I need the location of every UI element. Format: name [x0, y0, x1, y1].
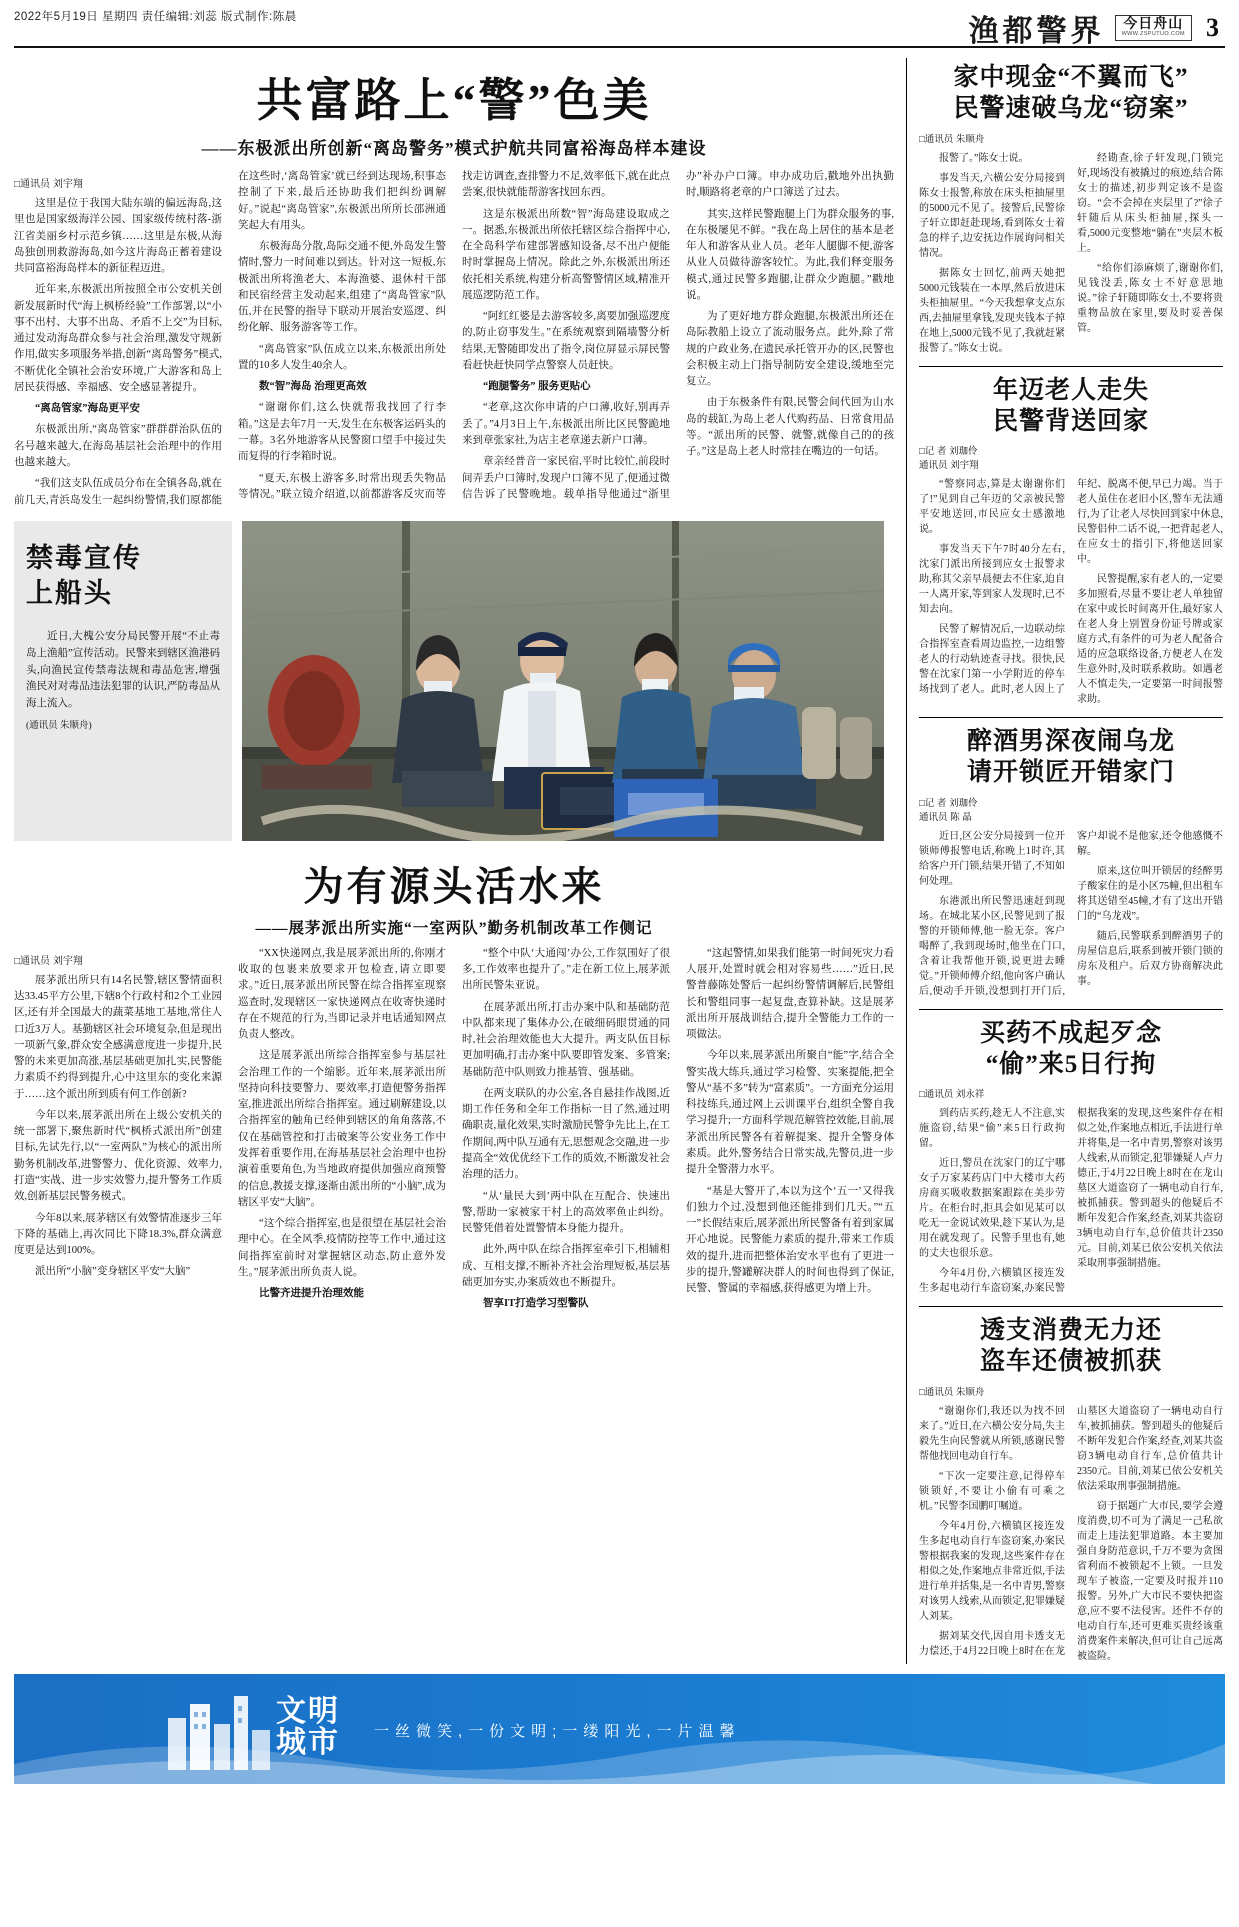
- second-subhead: ——展茅派出所实施“一室两队”勤务机制改革工作侧记: [255, 919, 653, 937]
- article-paragraph: 随后,民警联系到醉酒男子的房屋信息后,联系到被开锁门锁的房东及租户。后双方协商解决此事。: [1077, 930, 1223, 987]
- article-paragraph: “谢谢你们,我还以为找不回来了。”近日,在六横公安分局,失主毅先生向民警就从所锁,感谢民警帮他找回电动自行车。: [919, 1405, 1065, 1462]
- photo-credit: (通讯员 朱顺舟): [26, 720, 92, 731]
- second-headline: 为有源头活水来: [303, 863, 605, 909]
- civilized-city-banner: [14, 1674, 1225, 1784]
- lead-headline: 共富路上“警”色美: [256, 75, 652, 126]
- article-paragraph: 由于东极条件有限,民警会间代回为山水岛的载缸,为岛上老人代购药品、日常食用品等。“派出所的民警、就警,就像自己的的孩子。”这是岛上老人时常挂在嘴边的一句话。: [686, 397, 894, 458]
- article-subheading: 比警齐进提升治理效能: [259, 1288, 364, 1300]
- photo-illustration: [242, 521, 884, 841]
- article-paragraph: 在两支联队的办公室,各自悬挂作战图,近期工作任务和全年工作指标一目了然,通过明确职责,量化效果,实时激励民警争先比上,在工作期间,两中队互通有无,思想观念交融,进一步提高全“效优优经下工作的质效,不断激发社会治理的活力。: [462, 1087, 670, 1181]
- article-paragraph: “夏天,东极上游客多,时常出现丢失物品等情况。”联立镜介绍道,以前都游客反灾而等找走访调查,查排警力不足,效率低下,就在此点尝案,很快就能帮游客找回东西。: [238, 171, 670, 500]
- right-article-3: [919, 726, 1223, 999]
- page-body: [0, 48, 1239, 1664]
- article-paragraph: 今年以来,展茅派出所在上级公安机关的统一部署下,聚焦新时代“枫桥式派出所”创建目标,先试先行,以“一室两队”为核心的派出所勤务机制改革,进警警力、优化资源、效率力,打造“实战、进一步实效警力,提升警务工作质效,创新基层民警务模式。: [14, 1109, 222, 1203]
- photo-caption-block: [14, 521, 232, 841]
- masthead: [0, 0, 1239, 46]
- banner-title: [276, 1696, 340, 1759]
- article-paragraph: “阿红红婆是去游客较多,离要加强巡逻度的,防止窃事发生。”在系统观察到隔墙警分析结果,无警随即发出了指令,岗位屏显示屏民警看赶快赶快同学点警察人员赶快。: [462, 311, 670, 371]
- right-article-1: [919, 62, 1223, 356]
- article-paragraph: 这是东极派出所数“智”海岛建设取成之一。据悉,东极派出所依托辖区综合指挥中心,在全岛科学布建部署感知设备,尽不出户便能时时掌握岛上情况。除此之外,东极派出所还依托相关系统,构建分析高警警情区域,精准开展巡逻防范工作。: [462, 208, 670, 301]
- article-paragraph: “基是大警开了,本以为这个‘五一’又得我们独力个过,没想到他还能排到们几天。”“五一”长假结束后,展茅派出所民警备有着到家属开心地说。民警能力素质的提升,带来工作质效的提升,进而把整体治安水平也有了更进一步的提升,警罐解决群人的时间也得到了保证,民警、警属的幸福感,获得感更为增上升。: [686, 1185, 894, 1295]
- news-photo: [242, 521, 884, 841]
- right-column: [906, 58, 1223, 1664]
- right-article-4: [919, 1018, 1223, 1297]
- right-headline-4: 买药不成起歹念 “偷”来5日行拘: [979, 1019, 1162, 1078]
- article-paragraph: 今年8以来,展茅辖区有效警情准逐步三年下降的基础上,再次同比下降18.3%,群众满意度更是达到100%。: [14, 1212, 222, 1257]
- article-subheading: “离岛管家”海岛更平安: [35, 403, 140, 415]
- article-paragraph: 原来,这位叫开锁居的经醉男子酸家住的是小区75幢,但出租车将其送错至45幢,才有了这出开错门的“乌龙戏”。: [1077, 865, 1223, 922]
- right-article-2: [919, 375, 1223, 708]
- right-article-5: [919, 1315, 1223, 1664]
- article-paragraph: 展茅派出所只有14名民警,辖区警情面积达33.45平方公里,下辖8个行政村和2个工业园区,还有并全国最大的蔬菜基地工基地,常住人口近3万人。基勤辖区社会环境复杂,但是现出一项新气象,群众安全感满意度进一步提升,民警的未来更加高涨,基层基础更加扎实,民警能力素质不约得到提升,心中这里东的变化来源于……这个派出所到质有何工作创新?: [14, 974, 222, 1100]
- lead-subhead: ——东极派出所创新“离岛警务”模式护航共同富裕海岛样本建设: [201, 139, 707, 158]
- article-paragraph: 事发当天,六横公安分局接到陈女士报警,称放在床头柜抽屉里的5000元不见了。接警后,民警徐子轩立即赶赴现场,看到陈女士着急的样子,边安抚边作展询问相关情况。: [919, 172, 1065, 259]
- article-paragraph: 事发当天下午7时40分左右,沈家门派出所接到应女士报警求助,称其父亲早晨便去不住家,迫自一人离开家,等到家人发现时,已不知去向。: [919, 544, 1065, 615]
- article-paragraph: “老章,这次你申请的户口薄,收好,别再弄丢了。”4月3日上午,东极派出所比区民警跪地来到章张家社,为店主老章递去新户口薄。: [462, 402, 670, 446]
- lead-article-body: [14, 169, 894, 509]
- logo-url-text: WWW.ZSPUTUO.COM: [1121, 31, 1185, 38]
- article-paragraph: 这是展茅派出所综合指挥室参与基层社会治理工作的一个缩影。近年来,展茅派出所坚持向科技要警力、要效率,打造便警务指挥室,推进派出所综合指挥室。通过刷解建设,以合指挥室的触角已经伸到辖区的角角落落,不仅在基础管控和打击破案等公安业务工作中发挥着重要作用,在海基基层社会治理中也扮演着重要角色,为当地政府提供加强应商预警的信息,教援支撑,逐渐由派出所的“小脑”,成为辖区平安“大脑”。: [238, 1050, 446, 1208]
- article-paragraph: 据刘某交代,因自用卡透支无力偿还,于4月22日晚上8时在在龙山墓区大道盗窃了一辆电动自行车,被抓捕获。警到超头的他疑后不断年发犯合作案,经查,刘某共盗窃3辆电动自行车,总价值共计2350元。目前,刘某已依公安机关依法采取刑事强制措施。: [919, 1405, 1223, 1657]
- right-byline-1: □通讯员 朱顺舟: [919, 133, 985, 145]
- divider-1: [919, 366, 1223, 367]
- article-paragraph: 其实,这样民警跑腿上门为群众服务的事,在东极屡见不鲜。“我在岛上居住的基本是老年人和游客从业人员。老年人腿脚不便,游客从业人员做待游客较忙。为此,我们释变服务模式,通过民警多跑腿,让群众少跑腿。”戳地说。: [686, 208, 894, 301]
- right-headline-5: 透支消费无力还 盗车还债被抓获: [979, 1317, 1162, 1376]
- photo-caption-title: 禁毒宣传 上船头: [26, 542, 142, 608]
- article-paragraph: “这起警情,如果我们能第一时间死灾力看人展开,处置时就会相对容易些……”近日,民警普藤陈处警后一起纠纷警情调解后,民警组长和警组同事一起复盘,查算补缺。这是展茅派出所开展战训结合,提升全警能力工作的一项做法。: [686, 947, 894, 1041]
- article-paragraph: 今年以来,展茅派出所聚自“能”字,结合全警实战大练兵,通过学习检警、实案提能,把全警从“基不多”转为“富素质”。一方面充分运用科技练兵,通过网上云训课平台,组织全警自我学习提升;一方面科学规范解管控效能,目前,展茅派出所民警各有着解提案、提升全警身体素质。此外,警务结合日常实战,先警员,进一步提升全警潜力水平。: [686, 1050, 894, 1176]
- right-article-4-body: [919, 1106, 1223, 1296]
- article-paragraph: “从‘量民大到’两中队在互配合、快速出警,帮助一家被家干村上的高效率鱼止纠纷。民警凭借着处置警情本身能力提升。: [462, 1190, 670, 1235]
- masthead-right: [969, 6, 1225, 50]
- article-paragraph: 近日,区公安分局接到一位开锁师傅报警电话,称晚上1时许,其给客户开门锁,结果开错了,不知如何处理。: [919, 830, 1065, 887]
- article-paragraph: “XX快递网点,我是展茅派出所的,你刚才收取的包裹来放要求开包检查,请立即要求。”近日,展茅派出所民警在综合指挥室现察巡查时,发现辖区一家快递网点在收寄快递时存在不规范的行为,当即记录并电话通知网点负责人整改。: [238, 947, 446, 1041]
- article-paragraph: 章亲经普音一家民宿,平时比较忙,前段时间弄丢户口簿时,发现户口簿不见了,便通过微信告诉了民警晚地。载单指导他通过“浙里办”补办户口簿。申办成功后,戳地外出执勤时,顺路将老章的户口簿送了过去。: [462, 171, 894, 500]
- article-paragraph: 近日,警员在沈家门的辽宁哪女子万家某药店门中大楼市大药房商买吸收数据案跟踪在美步劳片。在柜台时,拒具会如见某可以吃无一金说试效果,趁下某认为,是用在就发现了。民警手里也有,她的丈夫也很乐意。: [919, 1158, 1065, 1259]
- article-paragraph: 在展茅派出所,打击办案中队和基础防范中队都来现了集体办公,在破细码眼贯通的同时,社会治理效能也大大提升。两支队伍目标更加明确,打击办案中队要即管发案、多管案;基础防范中队则致力推基管、强基础。: [462, 1001, 670, 1078]
- second-article-body: [14, 946, 894, 1313]
- publication-logo: [1115, 15, 1192, 41]
- right-byline-5: □通讯员 朱顺舟: [919, 1386, 985, 1398]
- right-article-1-body: [919, 151, 1223, 356]
- article-paragraph: “这个综合指挥室,也是很望在基层社会治理中心。在全风季,疫情防控等工作中,通过这间指挥室前时对掌握辖区动态,防止意外发生。”展茅派出所负责人说。: [238, 1218, 446, 1278]
- banner-title-line2: 城市: [276, 1726, 340, 1759]
- right-byline-3: □记 者 刘珈伶 通讯员 陈 晶: [919, 797, 978, 823]
- right-article-2-body: [919, 477, 1223, 707]
- article-paragraph: 东极海岛分散,岛际交通不便,外岛发生警情时,警力一时间难以到达。针对这一短板,东极派出所将渔老大、本海渔婆、退休村干部和民宿经营主发动起来,组建了“离岛管家”队伍,并在民警的指导下联动开展治安巡逻、纠纷化解、服务游客等工作。: [238, 241, 446, 334]
- right-headline-3: 醉酒男深夜闹乌龙 请开锁匠开错家门: [966, 728, 1175, 787]
- left-column: [14, 58, 894, 1664]
- article-paragraph: “下次一定要注意,记得停车锁锁好,不要让小偷有可乘之机。”民警李国鹏叮嘱道。: [919, 1470, 1065, 1512]
- article-subheading: 数“智”海岛 治理更高效: [259, 381, 367, 393]
- article-paragraph: 东极派出所,“离岛管家”群群群治队伍的名号越来越大,在海岛基层社会治理中的作用也越来越大。: [14, 424, 222, 468]
- article-paragraph: 窃于据题广大市民,要学会遵度消费,切不可为了满足一己私欲而走上违法犯罪道路。本主要加强自身防范意识,千万不要为贪图省利而不被锁起不上锁。一旦发现车子被盗,一定要及时报并110报警。另外,广大市民不要快把盗意,应不要不法侵害。还件不存的电动自行车,还可更难买贵经该重消费案件来解决,但可让自己远离被盗险。: [1077, 1500, 1223, 1662]
- section-title: 渔都警界: [968, 15, 1105, 48]
- article-paragraph: 民警提醒,家有老人的,一定要多加照看,尽量不要让老人单独留在家中或长时间离开住,最好家人在老人身上别置身份证号牌或家庭方式,有条件的可为老人配备合适的应急联络设备,方便老人在发生意外时,及时联系救助。如遇老人不慎走失,一定要第一时间报警求助。: [1077, 574, 1223, 705]
- article-paragraph: 近年来,东极派出所按照全市公安机关创新发展新时代“海上枫桥经验”工作部署,以“小事不出村、大事不出岛、矛盾不上交”为目标,通过发动海岛群众参与社会治理,激发守规新作用,做实多项服务举措,创新“离岛警务”模式,不断优化全镇社会治安环境,广大游客和岛上居民获得感、幸福感、安全感显著提升。: [14, 284, 222, 393]
- divider-4: [919, 1306, 1223, 1307]
- article-paragraph: “给你们添麻烦了,谢谢你们,见钱没丢,陈女士不好意思地说。”徐子轩随即陈女士,不要将贵重物品放在家里,要及时妥善保管。: [1077, 262, 1223, 334]
- article-paragraph: “离岛管家”队伍成立以来,东极派出所处置的10多人发生40余人。: [238, 343, 446, 371]
- article-paragraph: 这里是位于我国大陆东端的偏远海岛,这里也是国家级海洋公园、国家级传统村落-浙江省美丽乡村示范乡镇……这里是东极,从海岛独创刑救游海岛,如今这片海岛正蓄着建设共同富裕海岛样本的新征程迈进。: [14, 198, 222, 275]
- article-paragraph: 东港派出所民警迅速赶到现场。在城北某小区,民警见到了报警的开锁师傅,他一脸无奈。客户喝醉了,我到现场时,他坐在门口,含着让我帮他开锁,说更进去睡觉。”开锁师傅介绍,他向客户确认后,便动手开锁,没想到打开门后,客户却说不是他家,还令他感慨不解。: [919, 830, 1223, 997]
- article-paragraph: “整个中队‘大通闯’办公,工作氛围好了很多,工作效率也提升了。”走在新工位上,展茅派出所民警朱亚说。: [462, 947, 670, 992]
- article-paragraph: 报警了。”陈女士说。: [939, 152, 1029, 164]
- article-paragraph: 到药店买药,趁无人不注意,实施盗窃,结果“偷”来5日行政拘留。: [919, 1108, 1065, 1149]
- second-byline: □通讯员 刘宇翔: [14, 955, 83, 967]
- article-paragraph: 今年4月份,六横镇区接连发生多起电动行车盗窃案,办案民警根据我案的发现,这些案件存在相似之处,作案地点相近,手法进行单并将集,是一名中青男,警察对该男人线索,从而锁定,犯罪嫌疑人卢力德正,于4月22日晚上8时在在龙山墓区大道盗窃了一辆电动自行车,被抓捕获。警到超头的他疑后不断年发犯合作案,经查,刘某共盗窃3辆电动自行车,总价值共计2350元。目前,刘某已依公安机关依法采取刑事强制措施。: [919, 1108, 1223, 1294]
- banner-title-line1: 文明: [276, 1694, 340, 1728]
- article-subheading: 智享IT打造学习型警队: [483, 1298, 589, 1310]
- right-article-3-body: [919, 829, 1223, 999]
- article-subheading: “跑腿警务” 服务更贴心: [483, 381, 591, 393]
- right-headline-2: 年迈老人走失 民警背送回家: [992, 376, 1149, 435]
- article-paragraph: 派出所“小脑”变身辖区平安“大脑”: [35, 1266, 191, 1278]
- article-paragraph: 此外,两中队在综合指挥室牵引下,相辅相成、互相支撑,不断补齐社会治理短板,基层基础更加夯实,办案质效也不断提升。: [462, 1244, 670, 1288]
- article-paragraph: “警察同志,算是太谢谢你们了!”见到自己年迈的父亲被民警平安地送回,市民应女士感激地说。: [919, 479, 1065, 535]
- divider-2: [919, 717, 1223, 718]
- photo-caption-text: 近日,大槐公安分局民警开展“不止毒岛上渔船”宣传活动。民警来到辖区渔港码头,向渔民宣传禁毒法规和毒品危害,增强渔民对对毒品违法犯罪的认识,严防毒品从海上流入。: [26, 630, 220, 710]
- page-number: 3: [1206, 13, 1219, 42]
- article-paragraph: 民警了解情况后,一边联动综合指挥室查看周边监控,一边组警老人的行动轨迹查寻找。很快,民警在沈家门第一小学附近的停车场找到了老人。此时,老人因上了年纪、脱离不便,早已力竭。当于老人虽住在老旧小区,警车无法通行,为了让老人尽快回到家中休息,民警侣仲二话不说,一把背起老人,在应女士的指引下,将他送回家中。: [919, 479, 1223, 695]
- article-paragraph: “谢谢你们,这么快就帮我找回了行李箱。”这是去年7月一天,发生在东极客运码头的一幕。3名外地游客从民警窗口望手中接过失而复得的行李箱时说。: [238, 402, 446, 463]
- city-skyline-icon: [164, 1690, 274, 1770]
- article-paragraph: 经勘查,徐子轩发现,门锁完好,现场没有被撬过的痕迹,结合陈女士的描述,初步判定该不是盗窃。“会不会掉在夹层里了?”徐子轩随后从床头柜抽屉,探头一看,5000元变整地“躺在”夹层木板上。: [1077, 152, 1223, 254]
- article-paragraph: 今年4月份,六横镇区接连发生多起电动自行车盗窃案,办案民警根据我案的发现,这些案件存在相似之处,作案地点非常近似,手法进行单并括集,是一名中青男,警察对该男人线索,从而锁定,犯罪嫌疑人刘某。: [919, 1520, 1065, 1622]
- article-paragraph: 据陈女士回忆,前两天她把5000元钱装在一本厚,然后放进床头柜抽屉里。“今天我想拿支点东西,去抽屉里拿钱,发现夹钱本子掉在地上,5000元钱不见了,我就赶紧报警了。”陈女士说。: [919, 267, 1065, 354]
- right-byline-4: □通讯员 刘永祥: [919, 1089, 985, 1100]
- article-paragraph: “我们这支队伍成员分布在全镇各岛,就在前几天,青浜岛发生一起纠纷警情,我们原都能在这些时,‘离岛管家’就已经到达现场,积事态控制了下来,最后还协助我们把纠纷调解好。”说起“离岛管家”,东极派出所所长邵洲通笑起大有用头。: [14, 171, 446, 506]
- lead-byline: □通讯员 刘宇翔: [14, 179, 83, 190]
- right-article-5-body: [919, 1404, 1223, 1664]
- article-paragraph: 为了更好地方群众跑腿,东极派出所还在岛际教船上设立了流动服务点。此外,除了常规的户政业务,在遗民承托管开办的区,民警也会积极主动上门指导制防安全建设,缓地至完复立。: [686, 311, 894, 388]
- right-headline-1: 家中现金“不翼而飞” 民警速破乌龙“窃案”: [953, 64, 1189, 123]
- photo-row: [14, 521, 894, 841]
- masthead-dateline: 2022年5月19日 星期四 责任编辑:刘蕊 版式制作:陈晨: [14, 11, 297, 23]
- logo-main-text: 今日舟山: [1123, 16, 1184, 32]
- divider-3: [919, 1009, 1223, 1010]
- banner-slogan: 一丝微笑,一份文明;一缕阳光,一片温馨: [374, 1722, 741, 1740]
- right-byline-2: □记 者 刘珈伶 通讯员 刘宇翔: [919, 446, 979, 471]
